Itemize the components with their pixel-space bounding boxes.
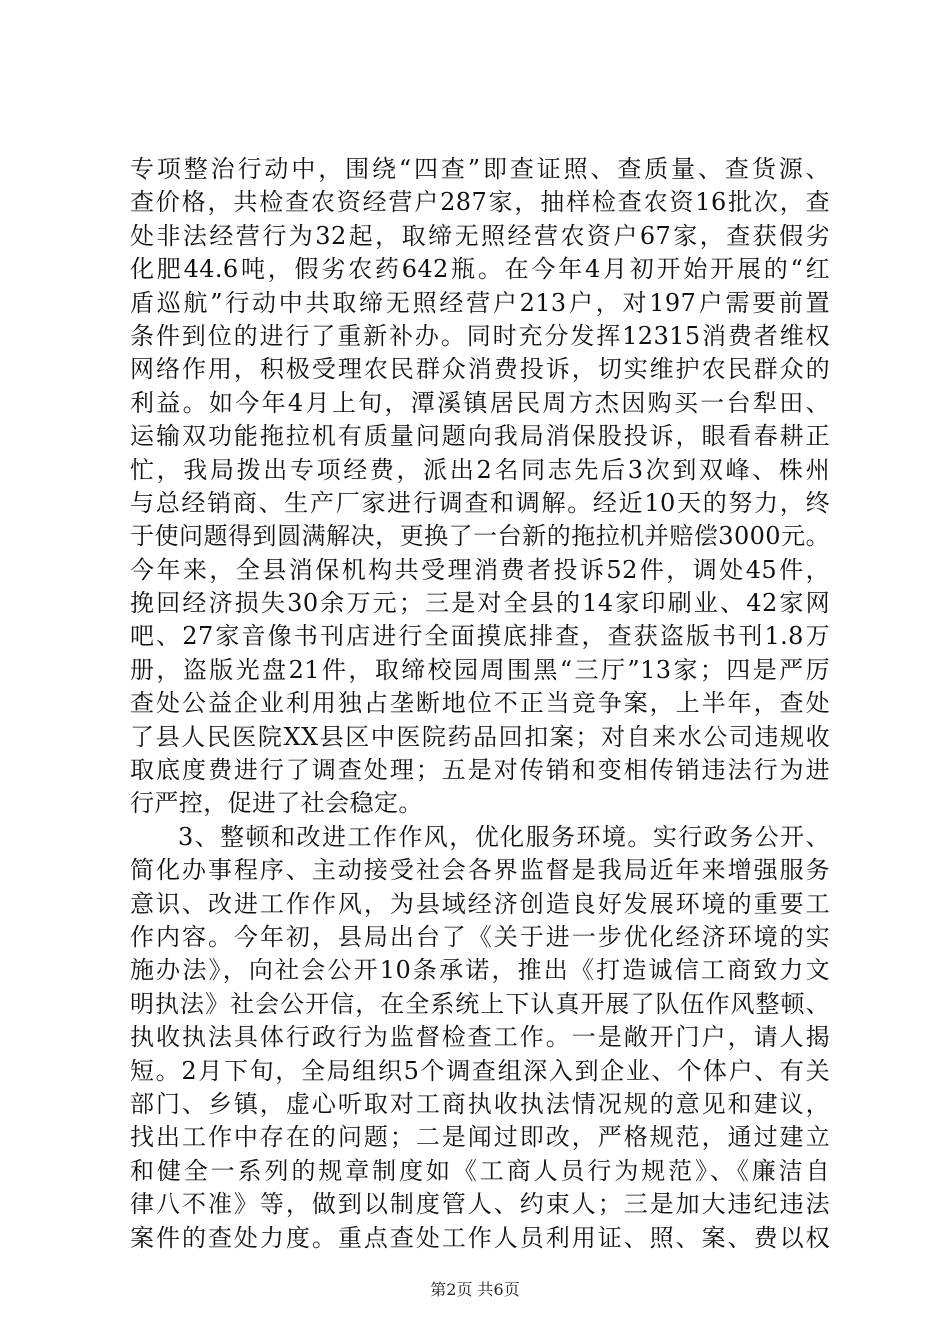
text-line: 吧、27家音像书刊店进行全面摸底排查，查获盗版书刊1.8万 — [130, 622, 830, 651]
text-line: 盾巡航”行动中共取缔无照经营户213户，对197户需要前置 — [130, 288, 830, 317]
text-line: 利益。如今年4月上旬，潭溪镇居民周方杰因购买一台犁田、 — [130, 388, 830, 417]
text-line: 挽回经济损失30余万元；三是对全县的14家印刷业、42家网 — [130, 589, 830, 618]
text-line: 查价格，共检查农资经营户287家，抽样检查农资16批次，查 — [130, 188, 830, 217]
text-line: 条件到位的进行了重新补办。同时充分发挥12315消费者维权 — [130, 321, 830, 350]
document-body — [130, 153, 830, 1255]
text-line: 施办法》，向社会公开10条承诺，推出《打造诚信工商致力文 — [130, 956, 830, 985]
text-line: 化肥44.6吨，假劣农药642瓶。在今年4月初开始开展的“红 — [130, 255, 830, 284]
text-line: 和健全一系列的规章制度如《工商人员行为规范》、《廉洁自 — [130, 1156, 830, 1185]
text-line: 案件的查处力度。重点查处工作人员利用证、照、案、费以权 — [130, 1223, 830, 1252]
text-line: 找出工作中存在的问题；二是闻过即改，严格规范，通过建立 — [130, 1123, 830, 1152]
text-line: 律八不准》等，做到以制度管人、约束人；三是加大违纪违法 — [130, 1190, 830, 1219]
text-line: 查处公益企业利用独占垄断地位不正当竞争案，上半年，查处 — [130, 689, 830, 718]
text-line: 部门、乡镇，虚心听取对工商执收执法情况规的意见和建议， — [130, 1089, 830, 1118]
text-line: 执收执法具体行政行为监督检查工作。一是敞开门户，请人揭 — [130, 1023, 830, 1052]
text-line: 处非法经营行为32起，取缔无照经营农资户67家，查获假劣 — [130, 221, 830, 250]
text-line: 网络作用，积极受理农民群众消费投诉，切实维护农民群众的 — [130, 355, 830, 384]
text-line: 今年来，全县消保机构共受理消费者投诉52件，调处45件， — [130, 555, 830, 584]
text-line: 了县人民医院XX县区中医院药品回扣案；对自来水公司违规收 — [130, 722, 830, 751]
text-line: 简化办事程序、主动接受社会各界监督是我局近年来增强服务 — [130, 856, 830, 885]
text-line: 册，盗版光盘21件，取缔校园周围黑“三厅”13家；四是严厉 — [130, 655, 830, 684]
page-number-footer: 第2页 共6页 — [430, 1280, 520, 1299]
text-line: 3、整顿和改进工作作风，优化服务环境。实行政务公开、 — [178, 822, 830, 851]
text-line: 取底度费进行了调查处理；五是对传销和变相传销违法行为进 — [130, 756, 830, 785]
text-line: 运输双功能拖拉机有质量问题向我局消保股投诉，眼看春耕正 — [130, 422, 830, 451]
text-line: 意识、改进工作作风，为县域经济创造良好发展环境的重要工 — [130, 889, 830, 918]
text-line: 作内容。今年初，县局出台了《关于进一步优化经济环境的实 — [130, 922, 830, 951]
text-line: 明执法》社会公开信，在全系统上下认真开展了队伍作风整顿、 — [130, 989, 830, 1018]
text-line: 与总经销商、生产厂家进行调查和调解。经近10天的努力，终 — [130, 488, 830, 517]
text-line: 于使问题得到圆满解决，更换了一台新的拖拉机并赔偿3000元。 — [130, 522, 830, 551]
text-line: 行严控，促进了社会稳定。 — [130, 789, 423, 818]
text-line: 忙，我局拨出专项经费，派出2名同志先后3次到双峰、株州 — [130, 455, 830, 484]
text-line: 专项整治行动中，围绕“四查”即查证照、查质量、查货源、 — [130, 155, 830, 183]
text-line: 短。2月下旬，全局组织5个调查组深入到企业、个体户、有关 — [130, 1056, 830, 1085]
